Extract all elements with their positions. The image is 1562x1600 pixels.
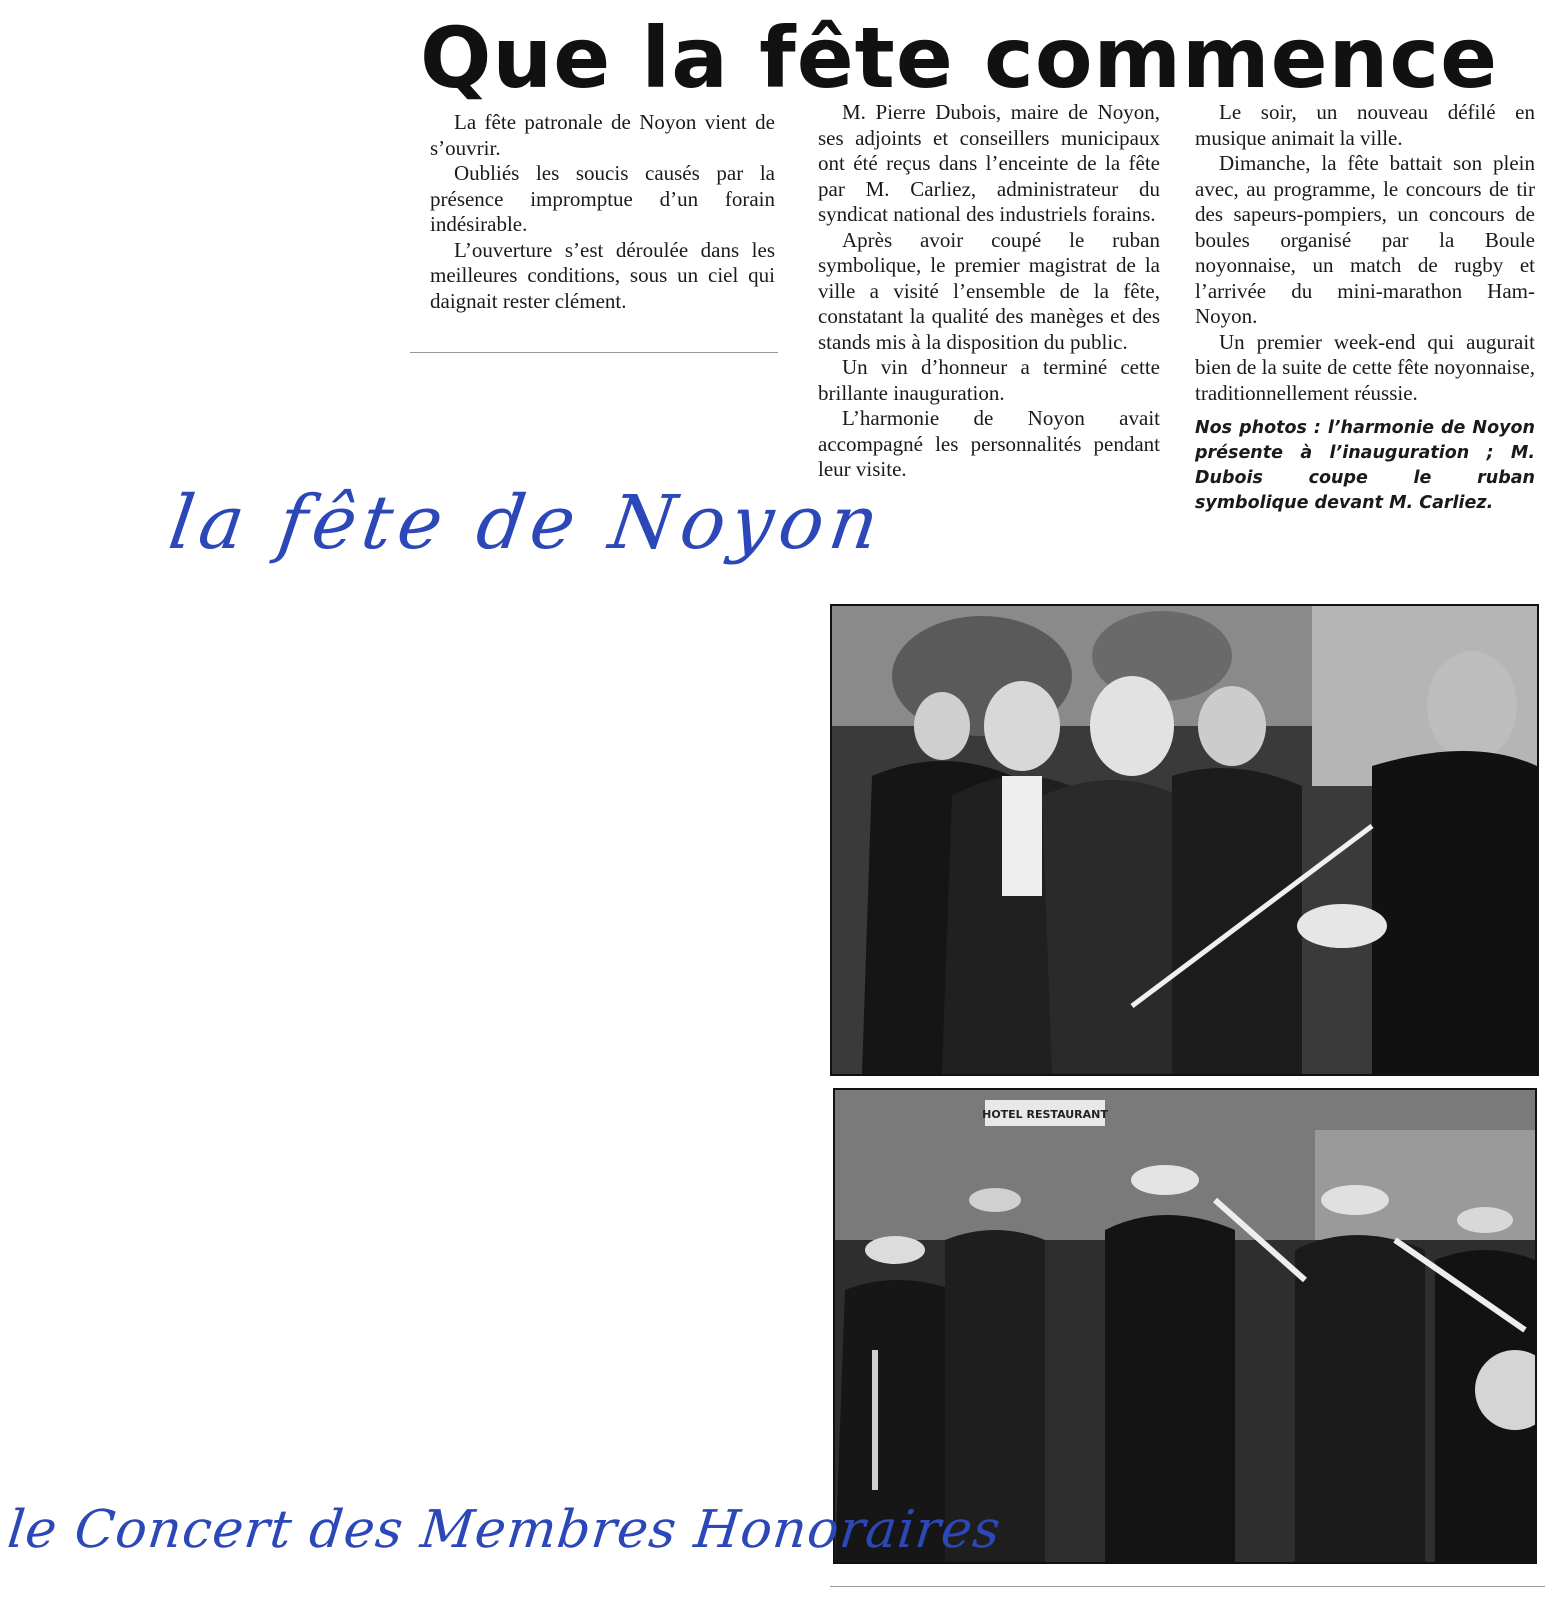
article-headline: Que la fête commence: [420, 9, 1499, 107]
article-column-3: [1195, 100, 1535, 516]
bottom-rule: [830, 1586, 1545, 1587]
caption-text: l’harmonie de Noyon présente à l’inauguration ; M. Dubois coupe le ruban symbolique devant M. Carliez.: [1195, 418, 1535, 513]
article-column-2: [818, 100, 1160, 483]
handwritten-note-bottom: le Concert des Membres Honoraires: [4, 1500, 1004, 1560]
paragraph: Après avoir coupé le ruban symbolique, le premier magistrat de la ville a visité l’ensemble de la fête, constatant la qualité des manèges et des stands mis à la disposition du public.: [818, 227, 1160, 354]
paragraph: La fête patronale de Noyon vient de s’ouvrir.: [430, 110, 775, 160]
paragraph: M. Pierre Dubois, maire de Noyon, ses adjoints et conseillers municipaux ont été reçus dans l’enceinte de la fête par M. Carliez, administrateur du syndicat national des industriels forains.: [818, 100, 1160, 226]
paragraph: Oubliés les soucis causés par la présence impromptue d’un forain indésirable.: [430, 161, 775, 236]
ribbon-cutting-image: [832, 606, 1537, 1074]
paragraph: Un vin d’honneur a terminé cette brillante inauguration.: [818, 355, 1160, 405]
paragraph: Le soir, un nouveau défilé en musique animait la ville.: [1195, 100, 1535, 150]
handwritten-note-top: la fête de Noyon: [163, 480, 890, 566]
paragraph: Un premier week-end qui augurait bien de la suite de cette fête noyonnaise, traditionnellement réussie.: [1195, 329, 1535, 405]
paragraph: Dimanche, la fête battait son plein avec, au programme, le concours de tir des sapeurs-pompiers, un concours de boules organisé par la Boule noyonnaise, un match de rugby et l’arrivée du mini-marathon Ham-Noyon.: [1195, 151, 1535, 328]
paragraph: L’harmonie de Noyon avait accompagné les personnalités pendant leur visite.: [818, 406, 1160, 481]
photo-caption: [1195, 416, 1535, 516]
band-image: [835, 1090, 1535, 1562]
photo-ribbon-cutting: [830, 604, 1539, 1076]
photo-harmonie-band: [833, 1088, 1537, 1564]
article-column-1: [430, 110, 775, 314]
caption-lead: Nos photos :: [1195, 418, 1321, 438]
restaurant-sign: HOTEL RESTAURANT: [982, 1108, 1108, 1121]
column-divider: [410, 352, 778, 353]
paragraph: L’ouverture s’est déroulée dans les meilleures conditions, sous un ciel qui daignait rester clément.: [430, 237, 775, 313]
